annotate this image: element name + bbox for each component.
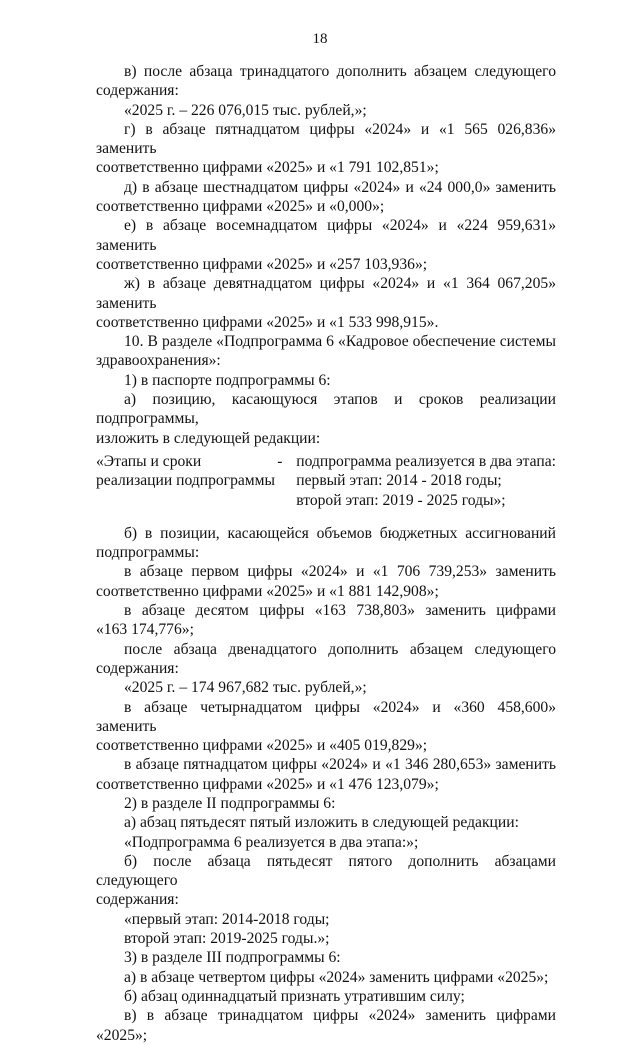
text-line: «2025 г. – 226 076,015 тыс. рублей,»; [124, 101, 367, 119]
text-line: в абзаце первом цифры «2024» и «1 706 739,253» заменить [124, 563, 556, 581]
text-line: б) абзац одиннадцатый признать утратившим силу; [124, 987, 465, 1005]
text-line: 3) в разделе III подпрограммы 6: [124, 949, 341, 967]
text-line: «2025 г. – 174 967,682 тыс. рублей,»; [124, 679, 367, 697]
text-line: соответственно цифрами «2025» и «257 103,936»; [96, 255, 428, 273]
amendments-block-1 [96, 62, 556, 448]
stages-table-label [96, 452, 277, 510]
table-left-line: реализации подпрограммы [96, 472, 276, 490]
text-line: в) в абзаце тринадцатом цифры «2024» заменить цифрами «2025»; [96, 1007, 556, 1044]
table-dash: - [277, 452, 283, 470]
text-line: соответственно цифрами «2025» и «0,000»; [96, 198, 385, 216]
text-line: в абзаце четырнадцатом цифры «2024» и «360 458,600» заменить [96, 698, 556, 735]
stages-table-value [296, 452, 556, 510]
text-line: б) в позиции, касающейся объемов бюджетных ассигнований [124, 524, 556, 542]
text-line: 10. В разделе «Подпрограмма 6 «Кадровое обеспечение системы [124, 333, 556, 351]
text-line: е) в абзаце восемнадцатом цифры «2024» и «224 959,631» заменить [96, 217, 556, 254]
text-line: соответственно цифрами «2025» и «1 881 142,908»; [96, 582, 439, 600]
page-number: 18 [312, 31, 328, 47]
table-left-line: «Этапы и сроки [96, 452, 202, 470]
text-line: соответственно цифрами «2025» и «405 019,829»; [96, 737, 428, 755]
text-line: а) в абзаце четвертом цифры «2024» заменить цифрами «2025»; [124, 968, 549, 986]
text-line: ж) в абзаце девятнадцатом цифры «2024» и «1 364 067,205» заменить [96, 275, 556, 312]
text-line: соответственно цифрами «2025» и «1 791 102,851»; [96, 159, 439, 177]
text-line: второй этап: 2019-2025 годы.»; [124, 930, 330, 948]
text-line: г) в абзаце пятнадцатом цифры «2024» и «1 565 026,836» заменить [96, 120, 556, 158]
text-line: «163 174,776»; [96, 621, 194, 639]
text-line: 2) в разделе II подпрограммы 6: [124, 794, 336, 812]
table-right-line: подпрограмма реализуется в два этапа: [296, 452, 556, 470]
table-right-line: первый этап: 2014 - 2018 годы; [296, 472, 502, 490]
text-line: после абзаца двенадцатого дополнить абзацем следующего [124, 640, 556, 658]
text-line: «Подпрограмма 6 реализуется в два этапа:»; [124, 833, 419, 851]
text-line: б) после абзаца пятьдесят пятого дополнить абзацами следующего [96, 852, 556, 890]
text-line: подпрограммы: [96, 544, 200, 562]
document-body [96, 62, 556, 1045]
text-line: а) позицию, касающуюся этапов и сроков реализации подпрограммы, [96, 391, 556, 428]
text-line: в абзаце пятнадцатом цифры «2024» и «1 346 280,653» заменить [124, 756, 556, 774]
amendments-block-2 [96, 524, 556, 1045]
text-line: здравоохранения»: [96, 352, 221, 370]
text-line: соответственно цифрами «2025» и «1 476 123,079»; [96, 775, 439, 793]
text-line: 1) в паспорте подпрограммы 6: [124, 371, 331, 389]
text-line: в абзаце десятом цифры «163 738,803» заменить цифрами [124, 602, 556, 620]
text-line: «первый этап: 2014-2018 годы; [124, 910, 330, 928]
stages-table [96, 452, 556, 510]
text-line: изложить в следующей редакции: [96, 429, 321, 447]
text-line: соответственно цифрами «2025» и «1 533 998,915». [96, 313, 439, 331]
text-line: содержания: [96, 891, 179, 909]
text-line: д) в абзаце шестнадцатом цифры «2024» и «24 000,0» заменить [124, 178, 556, 196]
text-line: содержания: [96, 82, 179, 100]
text-line: содержания: [96, 659, 179, 677]
text-line: а) абзац пятьдесят пятый изложить в следующей редакции: [124, 814, 519, 832]
text-line: в) после абзаца тринадцатого дополнить абзацем следующего [124, 63, 556, 80]
table-right-line: второй этап: 2019 - 2025 годы»; [296, 491, 506, 509]
